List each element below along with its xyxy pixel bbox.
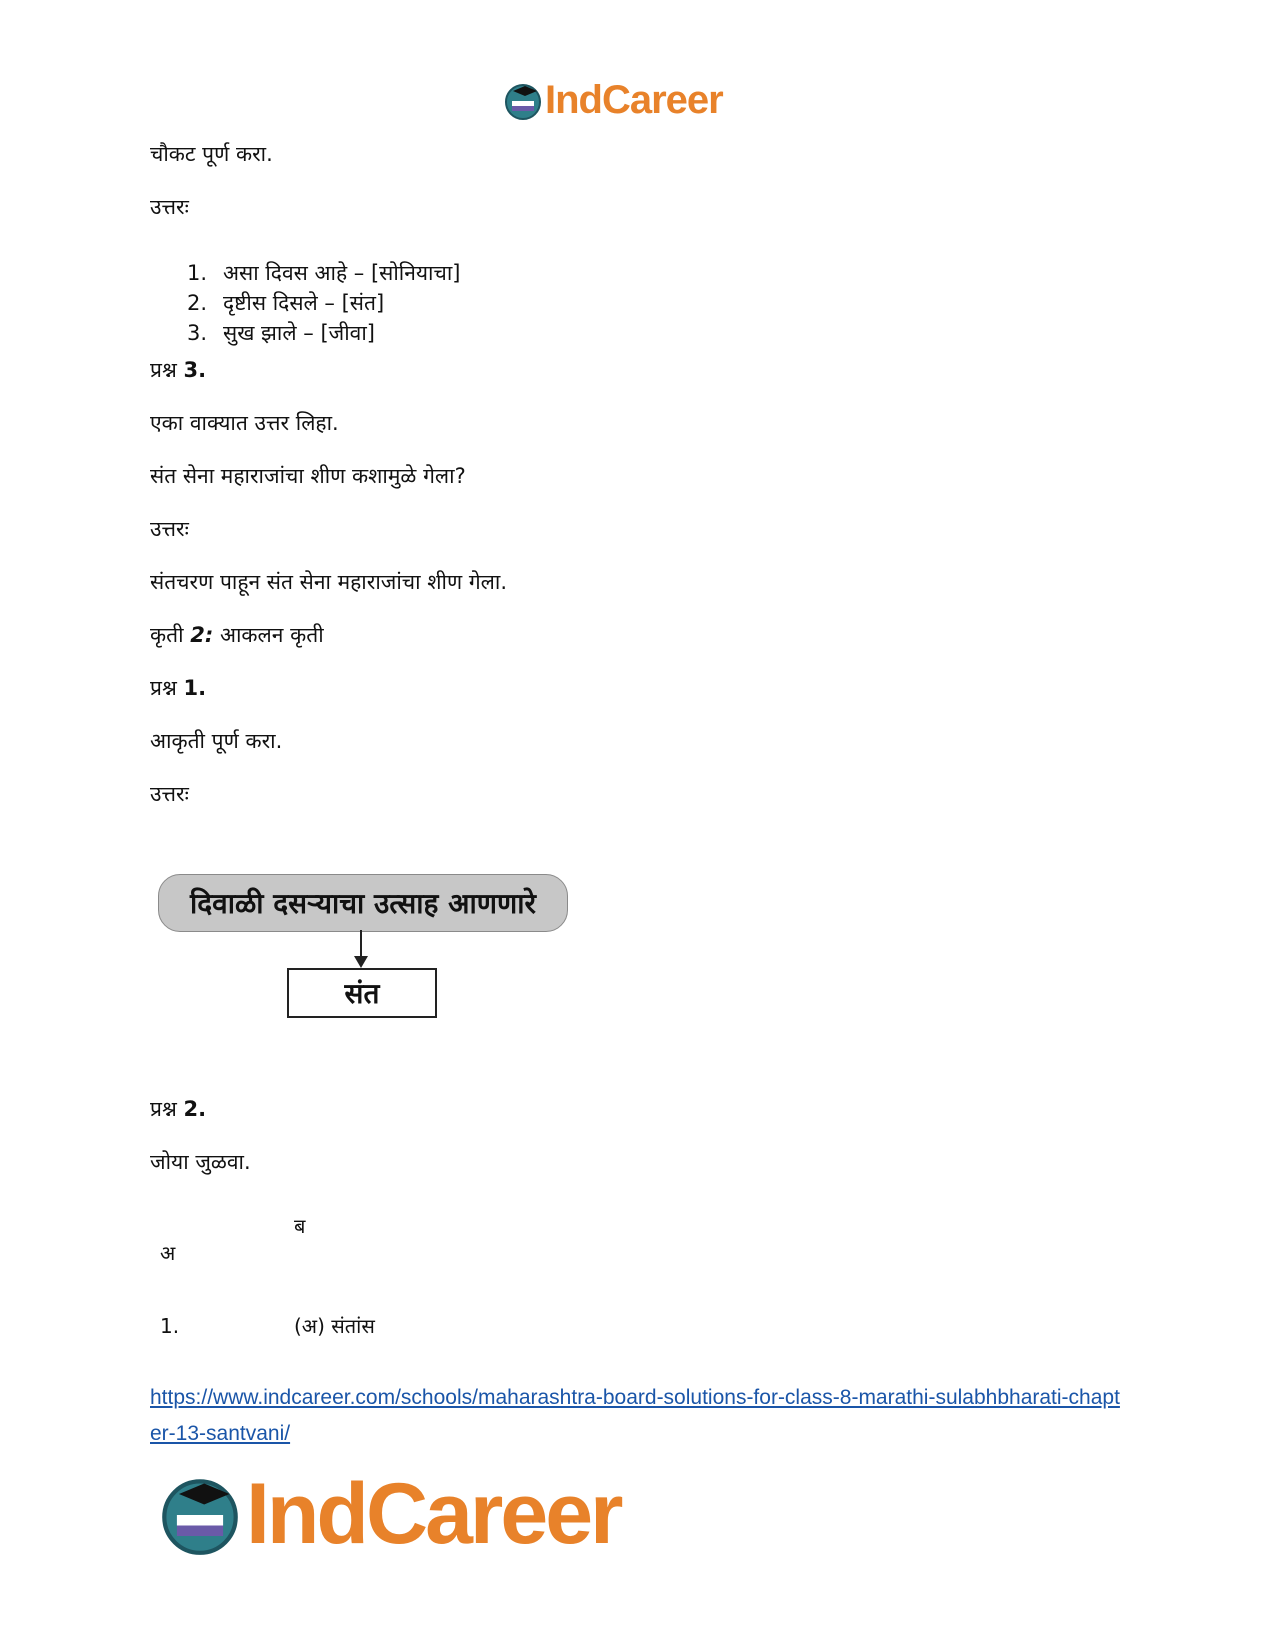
list-item: 2. दृष्टीस दिसले – [संत] [187,291,385,315]
answer-label: उत्तरः [150,195,189,219]
section-heading: कृती 2: आकलन कृती [150,623,324,647]
question-prompt: चौकट पूर्ण करा. [150,142,273,166]
list-item: 3. सुख झाले – [जीवा] [187,321,375,345]
question-heading: प्रश्न 1. [150,676,207,700]
question-prompt: जोया जुळवा. [150,1150,251,1174]
question-heading: प्रश्न 3. [150,358,207,382]
indcareer-logo-bottom [158,1465,621,1564]
question-heading: प्रश्न 2. [150,1097,207,1121]
logo-wordmark: IndCareer [246,1466,621,1562]
globe-book-icon [158,1473,242,1557]
column-header-b: ब [294,1214,306,1238]
column-header-a: अ [160,1241,176,1265]
table-cell: (अ) संतांस [294,1314,375,1338]
diagram-top-label: दिवाळी दसऱ्याचा उत्साह आणणारे [158,874,568,932]
list-item: 1. असा दिवस आहे – [सोनियाचा] [187,261,461,285]
answer-list [187,258,460,348]
question-prompt: आकृती पूर्ण करा. [150,729,283,753]
answer-label: उत्तरः [150,517,189,541]
concept-diagram [152,870,572,1050]
logo-wordmark: IndCareer [545,78,723,122]
answer-text: संतचरण पाहून संत सेना महाराजांचा शीण गेला. [150,570,508,594]
question-prompt: एका वाक्यात उत्तर लिहा. [150,411,339,435]
source-link[interactable]: https://www.indcareer.com/schools/maharashtra-board-solutions-for-class-8-marathi-sulabhbharati-chapter-13-santvani/ [150,1386,1120,1445]
answer-label: उत्तरः [150,782,189,806]
table-cell: 1. [160,1314,180,1338]
globe-book-icon [503,81,543,121]
indcareer-logo-top [503,78,723,123]
arrow-down-icon [354,956,368,968]
question-text: संत सेना महाराजांचा शीण कशामुळे गेला? [150,464,466,488]
diagram-answer-box: संत [287,968,437,1018]
